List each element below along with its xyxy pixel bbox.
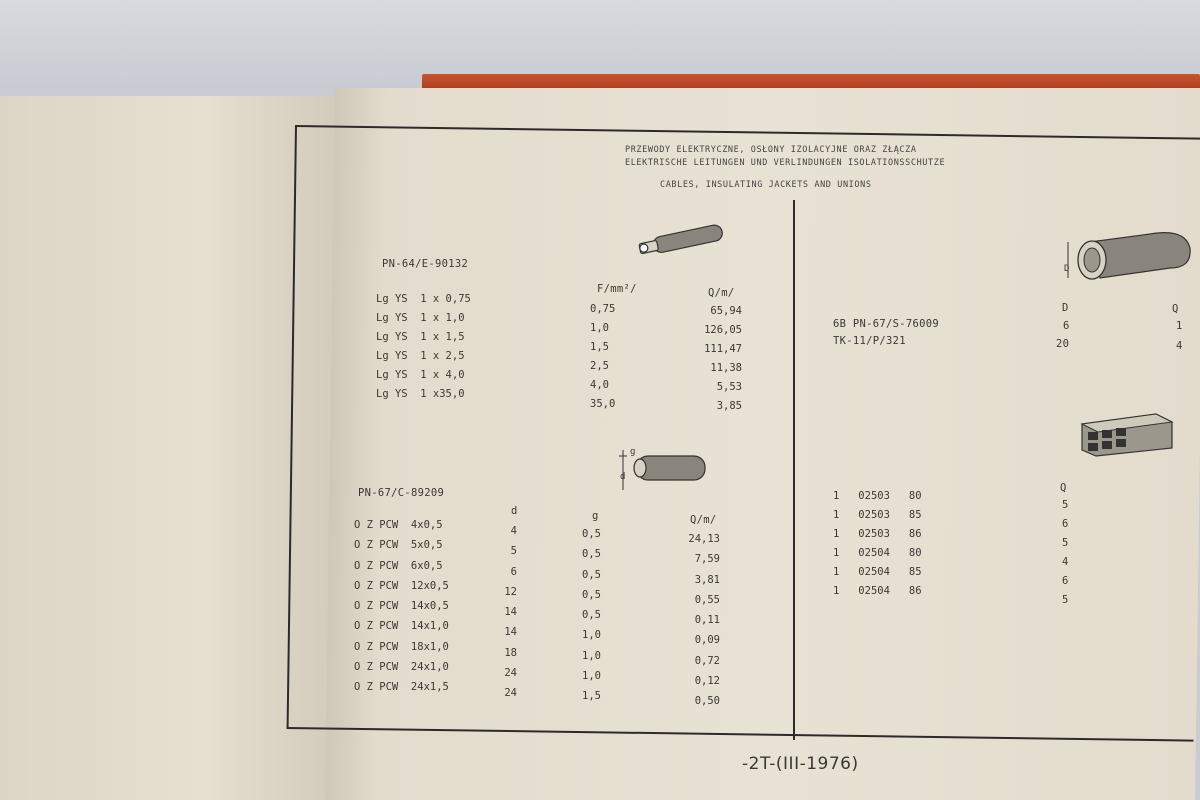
table2-d-column	[492, 522, 517, 705]
table-cell: 5	[1062, 499, 1069, 511]
table-cell: 14	[504, 626, 517, 639]
table-cell: 0,5	[582, 528, 601, 540]
table3-q-2: 4	[1176, 340, 1183, 352]
table-cell: 5,53	[716, 381, 742, 393]
table-cell: 12	[504, 585, 517, 598]
table-cell: 1,0	[590, 322, 609, 334]
header-D: D	[1062, 302, 1069, 314]
table-cell: 6	[510, 565, 517, 578]
table-cell: 11,38	[710, 362, 742, 374]
table-cell: 24	[504, 667, 517, 680]
header-Q: Q	[1172, 303, 1179, 315]
header-title-en: CABLES, INSULATING JACKETS AND UNIONS	[660, 180, 872, 190]
table-cell: 0,5	[582, 588, 601, 601]
table-row: 1 02504 80	[833, 547, 922, 559]
header-q-per-m-2: Q/m/	[690, 514, 717, 526]
table-cell: 1,0	[582, 670, 601, 683]
table3-code-2: TK-11/P/321	[833, 335, 906, 347]
table-row: O Z PCW 12x0,5	[354, 579, 449, 592]
table3-d-2: 20	[1056, 338, 1070, 350]
table-cell: 0,5	[582, 568, 601, 581]
cable-boot-icon	[1060, 220, 1200, 290]
table-cell: 65,94	[710, 305, 742, 317]
table-cell: 126,05	[704, 324, 742, 336]
table-cell: 3,85	[716, 400, 742, 412]
header-title-de: ELEKTRISCHE LEITUNGEN UND VERLINDUNGEN ISOLATIONSSCHUTZE	[625, 158, 946, 168]
table4-code-column	[833, 487, 953, 601]
table-cell: 4	[510, 525, 517, 537]
table4-q-column	[1062, 496, 1082, 610]
table-cell: 1,5	[582, 690, 601, 703]
table-row: O Z PCW 6x0,5	[354, 559, 443, 572]
table-cell: 4,0	[590, 379, 609, 391]
table-cell: 5	[1062, 537, 1069, 549]
table-cell: 111,47	[704, 343, 742, 355]
table-cell: 6	[1062, 518, 1069, 530]
table-row: O Z PCW 5x0,5	[354, 539, 443, 552]
table-cell: 24	[504, 687, 517, 700]
header-d: d	[511, 505, 518, 517]
table-cell: 2,5	[590, 360, 609, 372]
table-row: Lg YS 1 x 2,5	[376, 350, 465, 362]
table-cell: 14	[504, 606, 517, 619]
table-row: 1 02504 85	[833, 566, 922, 578]
table-cell: 5	[1062, 594, 1069, 606]
header-g: g	[592, 510, 599, 522]
table-cell: 0,55	[694, 593, 720, 606]
table-row: O Z PCW 18x1,0	[354, 640, 449, 653]
table3-code-1: 6B PN-67/S-76009	[833, 318, 939, 330]
table-cell: 0,75	[590, 303, 616, 315]
dim-label-D: D	[1064, 264, 1070, 274]
header-title-pl: PRZEWODY ELEKTRYCZNE, OSŁONY IZOLACYJNE ORAZ ZŁĄCZA	[625, 145, 917, 155]
table-row: O Z PCW 24x1,5	[354, 681, 449, 694]
table1-type-column	[376, 290, 486, 404]
header-Q-2: Q	[1060, 482, 1067, 494]
table2-g-column	[582, 525, 622, 708]
dim-label-g: g	[630, 447, 636, 457]
table-row: O Z PCW 14x1,0	[354, 620, 449, 633]
table-cell: 3,81	[694, 573, 720, 586]
table-cell: 0,72	[694, 654, 720, 667]
table-row: Lg YS 1 x 0,75	[376, 293, 471, 305]
dim-label-d: d	[620, 472, 626, 482]
table-cell: 4	[1062, 556, 1069, 568]
table-row: O Z PCW 24x1,0	[354, 661, 449, 674]
table2-q-column	[675, 530, 720, 713]
table-cell: 0,11	[694, 614, 720, 627]
column-divider	[793, 200, 795, 740]
table-cell: 6	[1062, 575, 1069, 587]
table-cell: 18	[504, 646, 517, 659]
table2-type-column	[354, 516, 474, 699]
table-cell: 0,5	[582, 609, 601, 622]
standard-label-1: PN-64/E-90132	[382, 258, 469, 270]
table-cell: 7,59	[694, 553, 720, 566]
table-cell: 5	[510, 545, 517, 558]
table-cell: 0,5	[582, 548, 601, 561]
table-row: Lg YS 1 x 4,0	[376, 369, 465, 381]
standard-label-2: PN-67/C-89209	[358, 487, 445, 499]
table-row: 1 02503 80	[833, 490, 922, 502]
table-row: O Z PCW 14x0,5	[354, 600, 449, 613]
table-row: Lg YS 1 x 1,5	[376, 331, 465, 343]
table-cell: 1,5	[590, 341, 609, 353]
table-cell: 35,0	[590, 398, 616, 410]
table-row: Lg YS 1 x 1,0	[376, 312, 465, 324]
table3-d-1: 6	[1063, 320, 1070, 332]
table1-q-column	[690, 302, 742, 416]
connector-block-icon	[1076, 408, 1176, 458]
table3-q-1: 1	[1176, 320, 1183, 332]
table-cell: 0,50	[694, 695, 720, 708]
table-cell: 1,0	[582, 649, 601, 662]
table-row: O Z PCW 4x0,5	[354, 519, 443, 531]
table-row: 1 02503 86	[833, 528, 922, 540]
table-row: 1 02504 86	[833, 585, 922, 597]
header-cross-section: F/mm²/	[597, 283, 637, 295]
table1-section-column	[590, 300, 630, 414]
header-q-per-m: Q/m/	[708, 287, 735, 299]
table-cell: 24,13	[688, 533, 720, 545]
table-row: Lg YS 1 x35,0	[376, 388, 465, 400]
page-number: -2T-(III-1976)	[742, 754, 859, 774]
cable-icon	[635, 222, 730, 258]
table-cell: 1,0	[582, 629, 601, 642]
table-cell: 0,09	[694, 634, 720, 647]
table-row: 1 02503 85	[833, 509, 922, 521]
table-cell: 0,12	[694, 675, 720, 688]
